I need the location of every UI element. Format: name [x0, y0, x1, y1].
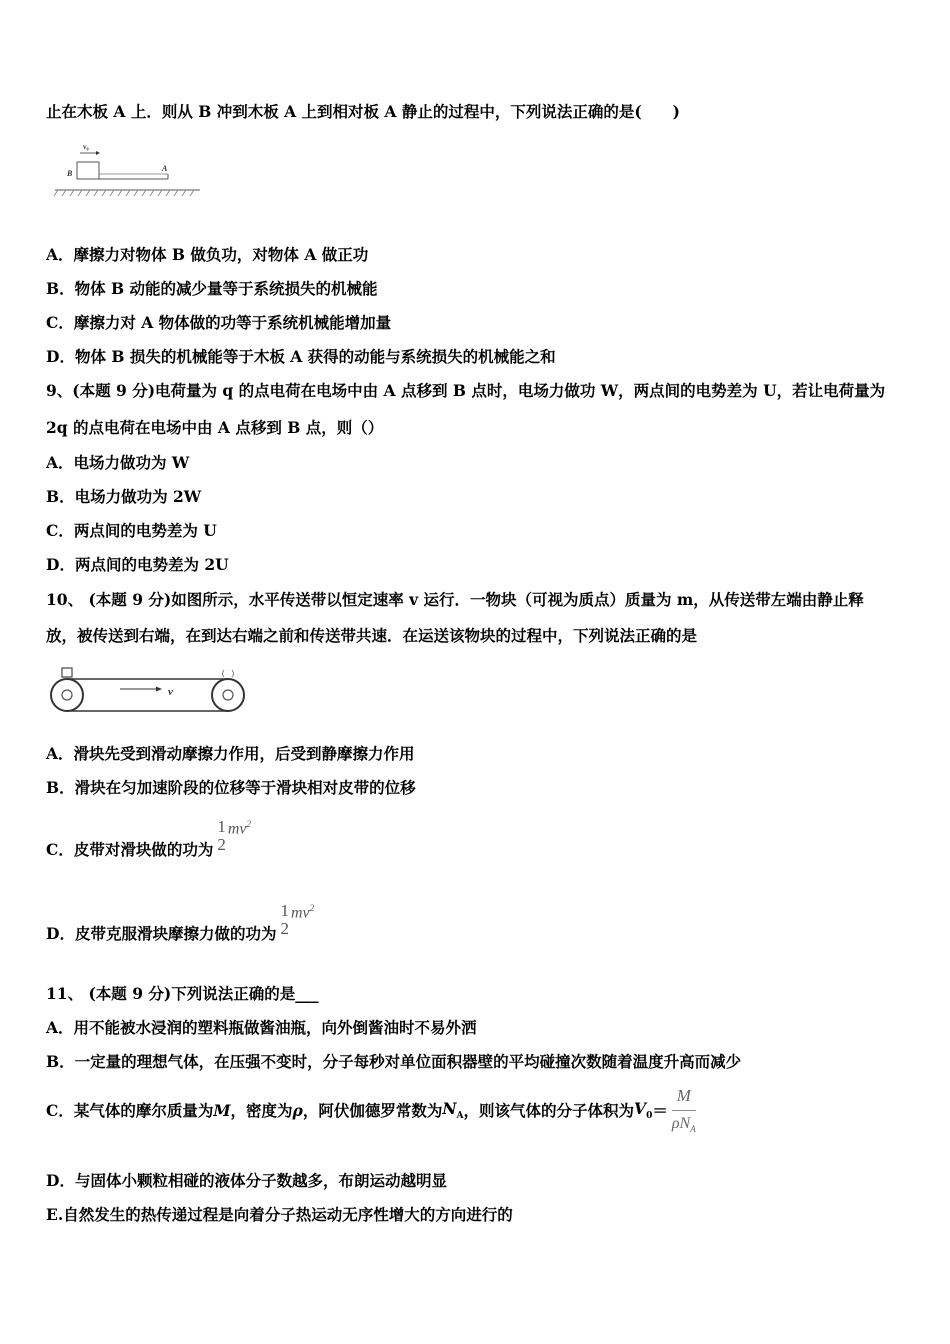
q10-figure-conveyor-belt [48, 662, 248, 718]
na-letter: N [442, 1099, 457, 1119]
fraction-numerator: 1 [280, 901, 289, 920]
q11-option-c-eq: ＝ [652, 1101, 668, 1121]
q8-option-c: C．摩擦力对 A 物体做的功等于系统机械能增加量 [46, 313, 392, 332]
q10-option-d-text: D．皮带克服滑块摩擦力做的功为 [46, 924, 277, 943]
q11-option-c-fraction [672, 1086, 696, 1134]
q8-option-b: B．物体 B 动能的减少量等于系统损失的机械能 [46, 279, 378, 298]
q10-option-a: A．滑块先受到滑动摩擦力作用，后受到静摩擦力作用 [46, 744, 415, 763]
q11-stem: 11、 (本题 9 分)下列说法正确的是___ [46, 984, 319, 1003]
q11-option-c-v0 [634, 1099, 652, 1121]
den-subscript: A [690, 1124, 696, 1135]
q9-stem-line2: 2q 的点电荷在电场中由 A 点移到 B 点，则（） [46, 418, 384, 437]
q10-label-v: v [168, 686, 173, 698]
q11-option-e: E.自然发生的热传递过程是向着分子热运动无序性增大的方向进行的 [46, 1205, 513, 1224]
mv-exponent: 2 [246, 819, 251, 830]
q9-option-c: C．两点间的电势差为 U [46, 521, 217, 540]
q9-option-d: D．两点间的电势差为 2U [46, 555, 229, 574]
q8-figure-block-on-board [50, 140, 205, 198]
mv-exponent: 2 [309, 903, 315, 914]
q11-option-c-rho: ρ [292, 1100, 303, 1120]
q9-option-b: B．电场力做功为 2W [46, 487, 202, 506]
fraction-denominator: 2 [280, 919, 289, 938]
q10-option-c [46, 812, 251, 860]
fraction-numerator: 1 [217, 817, 226, 836]
v0-subscript: 0 [646, 1111, 653, 1122]
q9-stem-line1: 9、(本题 9 分)电荷量为 q 的点电荷在电场中由 A 点移到 B 点时，电场力做功 W，两点间的电势差为 U，若让电荷量为 [46, 381, 886, 400]
q8-stem-end: 止在木板 A 上．则从 B 冲到木板 A 上到相对板 A 静止的过程中，下列说法正确的是( ) [46, 102, 681, 121]
q8-label-b: B [67, 169, 73, 178]
q8-option-a: A．摩擦力对物体 B 做负功，对物体 A 做正功 [46, 245, 369, 264]
mv-text: mv [290, 904, 310, 922]
q10-stem-line2: 放，被传送到右端，在到达右端之前和传送带共速．在运送该物块的过程中，下列说法正确的是 [46, 626, 698, 645]
q11-option-d: D．与固体小颗粒相碰的液体分子数越多，布朗运动越明显 [46, 1171, 447, 1190]
q11-option-c-na [442, 1099, 463, 1121]
q8-label-a: A [162, 164, 168, 173]
q10-option-c-text: C．皮带对滑块做的功为 [46, 840, 214, 859]
q11-option-c-mid3: ，则该气体的分子体积为 [463, 1101, 635, 1121]
q11-option-c [46, 1086, 696, 1134]
q10-option-d-mv [291, 903, 314, 922]
q10-option-c-fraction [217, 818, 226, 854]
q11-option-c-m: M [213, 1100, 231, 1120]
q10-option-d-fraction [280, 902, 289, 938]
na-subscript: A [456, 1111, 464, 1122]
q11-option-c-mid2: ，阿伏伽德罗常数为 [302, 1101, 443, 1121]
q10-option-b: B．滑块在匀加速阶段的位移等于滑块相对皮带的位移 [46, 778, 416, 797]
fraction-denominator: 2 [217, 835, 226, 854]
q9-option-a: A．电场力做功为 W [46, 453, 190, 472]
q11-option-c-mid1: ，密度为 [230, 1101, 293, 1121]
q11-option-b: B．一定量的理想气体，在压强不变时，分子每秒对单位面积器壁的平均碰撞次数随着温度升高而减少 [46, 1052, 742, 1071]
q10-stem-line1: 10、 (本题 9 分)如图所示，水平传送带以恒定速率 v 运行．一物块（可视为质点）质量为 m，从传送带左端由静止释 [46, 590, 864, 609]
q11-option-c-pre: C．某气体的摩尔质量为 [46, 1101, 214, 1121]
v0-letter: V [634, 1099, 647, 1119]
q8-label-v0: v₀ [83, 143, 89, 151]
fraction-numerator: M [672, 1086, 696, 1111]
q10-option-c-mv [228, 819, 251, 838]
q11-option-a: A．用不能被水浸润的塑料瓶做酱油瓶，向外倒酱油时不易外洒 [46, 1018, 477, 1037]
q8-option-d: D．物体 B 损失的机械能等于木板 A 获得的动能与系统损失的机械能之和 [46, 347, 556, 366]
mv-text: mv [227, 820, 247, 838]
q10-option-d [46, 896, 314, 944]
fraction-denominator [672, 1111, 696, 1134]
den-text: ρN [671, 1115, 691, 1132]
